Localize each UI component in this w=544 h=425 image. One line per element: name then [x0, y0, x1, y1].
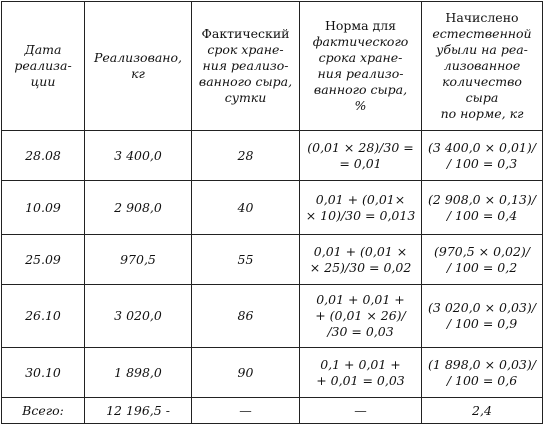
table-row	[2, 235, 543, 285]
cell-norm-line: × 10)/30 = 0,013	[305, 207, 416, 223]
total-days: —	[192, 398, 300, 424]
cell-sold: 3 400,0	[85, 131, 192, 181]
cell-norm	[300, 181, 422, 235]
cell-norm-line: (0,01 × 28)/30 =	[307, 139, 414, 155]
cell-loss-line: / 100 = 0,9	[446, 316, 518, 331]
header-storage-days-line: ния реализо-	[202, 58, 289, 73]
header-storage-days-line: сутки	[224, 90, 267, 105]
header-storage-days-line: Фактический	[201, 26, 290, 41]
header-storage-days	[192, 2, 300, 131]
table-row	[2, 285, 543, 348]
cell-sold: 1 898,0	[85, 348, 192, 398]
cell-date: 25.09	[2, 235, 85, 285]
cell-loss-line: / 100 = 0,4	[446, 207, 518, 223]
cell-date: 28.08	[2, 131, 85, 181]
header-accrued-loss-line: Начислено	[445, 10, 519, 25]
cell-date: 10.09	[2, 181, 85, 235]
cell-date: 26.10	[2, 285, 85, 348]
cell-loss-line: / 100 = 0,6	[446, 372, 518, 388]
cell-norm-line: = 0,01	[339, 155, 382, 171]
header-sold-line: кг	[131, 66, 145, 81]
total-label: Всего:	[2, 398, 85, 424]
cell-loss	[422, 181, 543, 235]
header-sold	[85, 2, 192, 131]
cell-norm-line: 0,01 + (0,01 ×	[313, 243, 408, 259]
header-date-line: реализа-	[14, 58, 72, 73]
header-sold-line: Реализовано,	[93, 50, 183, 65]
table-row	[2, 131, 543, 181]
cell-days: 40	[192, 181, 300, 235]
table-row	[2, 348, 543, 398]
header-row	[2, 2, 543, 131]
cell-sold: 970,5	[85, 235, 192, 285]
cell-date: 30.10	[2, 348, 85, 398]
cell-loss-line: (3 020,0 × 0,03)/	[428, 300, 536, 315]
cell-norm-line: + 0,01 = 0,03	[316, 372, 405, 388]
cell-norm	[300, 348, 422, 398]
cell-loss-line: (2 908,0 × 0,13)/	[428, 191, 536, 207]
cell-loss	[422, 235, 543, 285]
cell-norm-line: 0,01 + 0,01 +	[316, 292, 405, 307]
header-accrued-loss-line: количество сыра	[442, 74, 522, 105]
table-row	[2, 181, 543, 235]
cell-sold: 3 020,0	[85, 285, 192, 348]
cell-norm	[300, 131, 422, 181]
total-sold: 12 196,5 -	[85, 398, 192, 424]
cell-days: 55	[192, 235, 300, 285]
header-storage-days-line: ванного сыра,	[198, 74, 293, 89]
header-accrued-loss-line: по норме, кг	[440, 106, 524, 121]
cell-loss-line: / 100 = 0,2	[446, 259, 518, 275]
header-norm	[300, 2, 422, 131]
cell-loss	[422, 131, 543, 181]
header-date-line: ции	[30, 74, 56, 89]
header-storage-days-line: срок хране-	[207, 42, 284, 57]
cell-loss-line: (3 400,0 × 0,01)/	[428, 139, 536, 155]
cell-loss-line: / 100 = 0,3	[446, 155, 518, 171]
cell-loss	[422, 348, 543, 398]
cell-norm-line: + (0,01 × 26)/	[315, 308, 406, 323]
header-norm-line: Норма для	[324, 18, 397, 33]
cell-norm	[300, 285, 422, 348]
header-norm-line: срока хране-	[318, 50, 403, 65]
cell-norm-line: 0,01 + (0,01×	[315, 191, 406, 207]
cell-days: 86	[192, 285, 300, 348]
header-norm-line: %	[354, 98, 367, 113]
header-norm-line: ния реализо-	[317, 66, 404, 81]
total-loss: 2,4	[422, 398, 543, 424]
header-norm-line: фактического	[312, 34, 409, 49]
cheese-loss-norm-table	[1, 1, 543, 424]
total-row	[2, 398, 543, 424]
cell-loss-line: (970,5 × 0,02)/	[433, 243, 530, 259]
total-norm: —	[300, 398, 422, 424]
cell-days: 90	[192, 348, 300, 398]
cell-norm-line: × 25)/30 = 0,02	[309, 259, 412, 275]
cell-loss	[422, 285, 543, 348]
header-date	[2, 2, 85, 131]
header-date-line: Дата	[24, 42, 62, 57]
cell-days: 28	[192, 131, 300, 181]
header-accrued-loss	[422, 2, 543, 131]
header-accrued-loss-line: естественной	[432, 26, 532, 41]
cell-loss-line: (1 898,0 × 0,03)/	[428, 356, 536, 372]
cell-sold: 2 908,0	[85, 181, 192, 235]
header-accrued-loss-line: убыли на реа-	[436, 42, 528, 57]
cell-norm-line: /30 = 0,03	[327, 324, 394, 339]
header-norm-line: ванного сыра,	[313, 82, 408, 97]
cell-norm	[300, 235, 422, 285]
cell-norm-line: 0,1 + 0,01 +	[320, 356, 401, 372]
header-accrued-loss-line: лизованное	[443, 58, 521, 73]
